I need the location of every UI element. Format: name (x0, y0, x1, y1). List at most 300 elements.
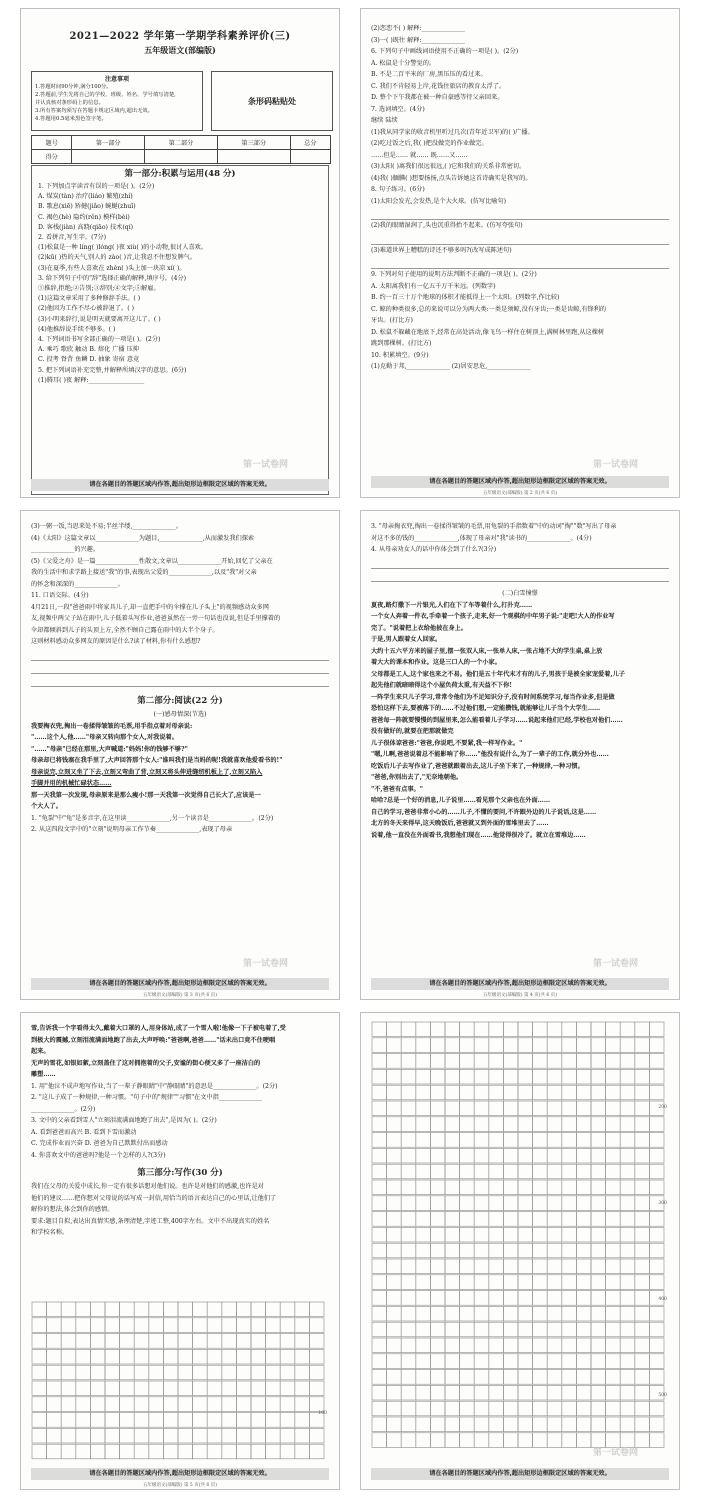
grid-cell (309, 1365, 324, 1380)
grid-cell (149, 1302, 164, 1317)
notice-line: 1.答题时间90分钟,满分100分。 (35, 84, 112, 90)
grid-cell (372, 1370, 387, 1385)
grid-cell (401, 1054, 416, 1069)
grid-cell (295, 1349, 310, 1364)
grid-cell (134, 1318, 149, 1333)
grid-cell (547, 1054, 562, 1069)
grid-cell (372, 1212, 387, 1227)
grid-cell (503, 1212, 518, 1227)
grid-cell (372, 1038, 387, 1053)
grid-cell (280, 1318, 295, 1333)
grid-cell (401, 1101, 416, 1116)
score-cell[interactable] (145, 150, 218, 164)
reading2-title: (二)白雪憧憬 (502, 589, 538, 597)
grid-cell (163, 1318, 178, 1333)
grid-cell (474, 1196, 489, 1211)
grid-cell (251, 1349, 266, 1364)
answer-line[interactable] (31, 648, 329, 661)
exam-page-5 (20, 1012, 340, 1490)
grid-cell (387, 1164, 402, 1179)
grid-cell (533, 1133, 548, 1148)
score-cell[interactable] (290, 150, 330, 164)
grid-cell (207, 1413, 222, 1428)
grid-cell (47, 1381, 62, 1396)
grid-cell (280, 1349, 295, 1364)
grid-cell (401, 1322, 416, 1337)
grid-cell (445, 1054, 460, 1069)
answer-line[interactable] (31, 674, 329, 687)
grid-cell (547, 1212, 562, 1227)
question-line: 8. 句子练习。(6分) (371, 186, 425, 193)
passage-line: 我要掏衣兜,掏出一卷揉得皱皱的毛票,用手指点着对母亲说: (31, 722, 193, 730)
page-footer: 请在各题目的答题区域内作答,超出矩形边框限定区域的答案无效。 (371, 476, 669, 488)
question-line: (2)kū( )热的天气,别人的 zào( )音,让我忍不住想发脾气。 (38, 254, 197, 262)
grid-cell (635, 1022, 650, 1037)
grid-cell (591, 1370, 606, 1385)
grid-cell (416, 1069, 431, 1084)
score-cell[interactable] (217, 150, 290, 164)
grid-cell (474, 1306, 489, 1321)
grid-cell (518, 1164, 533, 1179)
grid-cell (474, 1038, 489, 1053)
grid-cell (620, 1306, 635, 1321)
grid-cell (489, 1212, 504, 1227)
question-line: 1. 下列加点字读音有误的一项是( )。(2分) (38, 183, 155, 190)
grid-cell (547, 1164, 562, 1179)
grid-cell (280, 1397, 295, 1412)
grid-cell (387, 1417, 402, 1432)
grid-cell (266, 1428, 281, 1443)
grid-cell (387, 1275, 402, 1290)
question-line: (1)克勤于邦,______________ (2)居安思危,______________ (371, 363, 531, 370)
grid-cell (149, 1397, 164, 1412)
grid-cell (295, 1365, 310, 1380)
grid-cell (547, 1433, 562, 1448)
passage-line: 无声的雪花,如银如絮,立刻盖住了这对拥抱着的父子,安谧的街心便又多了一座洁白的 (31, 1059, 261, 1067)
grid-cell (547, 1401, 562, 1416)
grid-cell (120, 1428, 135, 1443)
grid-cell (430, 1022, 445, 1037)
answer-line[interactable] (371, 232, 669, 245)
grid-cell (489, 1069, 504, 1084)
question-line: 3. 给下列句子中的"辞"选择正确的解释,填序号。(4分) (38, 274, 187, 282)
grid-cell (266, 1334, 281, 1349)
grid-cell (635, 1338, 650, 1353)
grid-cell (518, 1133, 533, 1148)
answer-line[interactable] (371, 556, 669, 569)
grid-cell (606, 1148, 621, 1163)
grid-cell (620, 1338, 635, 1353)
grid-cell (576, 1038, 591, 1053)
grid-cell (533, 1370, 548, 1385)
writing-grid[interactable] (371, 1021, 669, 1453)
grid-cell (460, 1417, 475, 1432)
question-line: 11. 口语交际。(4分) (31, 592, 89, 599)
part3-title: 第三部分:写作(30 分) (137, 1168, 223, 1178)
grid-cell (251, 1413, 266, 1428)
grid-cell (649, 1022, 664, 1037)
passage-line: "……"母亲"已经在那里,大声喊道:"妈妈!你的钱够不够?" (31, 745, 188, 753)
passage-line: 夏夜,路灯撒下一片银光,人们在下了车等着什么,打扑克…… (371, 601, 533, 609)
question-line: 对这不多的钱的______________,体现了母亲对"我"读书的______________。(4分) (371, 534, 592, 542)
grid-cell (606, 1054, 621, 1069)
grid-cell (460, 1133, 475, 1148)
grid-cell (430, 1322, 445, 1337)
exam-page-6 (360, 1012, 680, 1490)
grid-cell (503, 1385, 518, 1400)
grid-cell (430, 1054, 445, 1069)
grid-cell (635, 1259, 650, 1274)
answer-line[interactable] (371, 256, 669, 269)
grid-cell (649, 1275, 664, 1290)
grid-cell (576, 1212, 591, 1227)
grid-cell (649, 1069, 664, 1084)
grid-cell (489, 1148, 504, 1163)
grid-cell (635, 1038, 650, 1053)
grid-cell (90, 1318, 105, 1333)
grid-cell (620, 1022, 635, 1037)
grid-cell (134, 1397, 149, 1412)
grid-cell (489, 1227, 504, 1242)
grid-cell (489, 1401, 504, 1416)
part2-title: 第二部分:阅读(22 分) (137, 695, 223, 706)
grid-cell (387, 1243, 402, 1258)
grid-cell (236, 1334, 251, 1349)
grid-cell (401, 1385, 416, 1400)
grid-cell (163, 1349, 178, 1364)
grid-cell (460, 1117, 475, 1132)
grid-cell (620, 1148, 635, 1163)
grid-cell (387, 1370, 402, 1385)
question-line: 9. 下列对句子使用的说明方法判断不正确的一项是( )。(2分) (371, 271, 537, 278)
grid-cell (32, 1334, 47, 1349)
score-row-label: 得分 (32, 150, 72, 164)
score-header: 第二部分 (145, 136, 218, 150)
grid-cell (503, 1164, 518, 1179)
grid-cell (430, 1385, 445, 1400)
grid-cell (562, 1385, 577, 1400)
grid-cell (562, 1227, 577, 1242)
grid-cell (606, 1291, 621, 1306)
grid-cell (576, 1354, 591, 1369)
grid-cell (547, 1306, 562, 1321)
grid-cell (620, 1180, 635, 1195)
grid-cell (562, 1370, 577, 1385)
grid-cell (620, 1275, 635, 1290)
grid-cell (76, 1444, 91, 1459)
grid-cell (518, 1101, 533, 1116)
grid-cell (387, 1401, 402, 1416)
grid-cell (606, 1259, 621, 1274)
grid-cell (178, 1428, 193, 1443)
grid-cell (547, 1291, 562, 1306)
grid-cell (105, 1302, 120, 1317)
grid-cell (635, 1401, 650, 1416)
grid-cell (562, 1338, 577, 1353)
grid-cell (533, 1196, 548, 1211)
prompt-line: 和学校名称。 (31, 1229, 69, 1236)
watermark: 第一试卷网 (243, 959, 289, 969)
grid-cell (533, 1148, 548, 1163)
grid-cell (620, 1164, 635, 1179)
grid-cell (562, 1433, 577, 1448)
page-number: 五年级语文(部编版) 第 2 页(共 6 页) (483, 491, 557, 496)
grid-cell (280, 1444, 295, 1459)
grid-cell (460, 1069, 475, 1084)
score-cell[interactable] (72, 150, 145, 164)
grid-cell (606, 1085, 621, 1100)
option-line: C. 褐色(hè) 隐约(rěn) 模样(bèi) (38, 213, 130, 221)
grid-cell (163, 1365, 178, 1380)
grid-cell (518, 1117, 533, 1132)
grid-cell (90, 1381, 105, 1396)
grid-cell (163, 1413, 178, 1428)
grid-cell (251, 1318, 266, 1333)
grid-cell (649, 1148, 664, 1163)
grid-cell (236, 1318, 251, 1333)
grid-cell (280, 1428, 295, 1443)
grid-cell (649, 1401, 664, 1416)
grid-cell (251, 1365, 266, 1380)
question-line: (4)我( )腼腆( )想要扬扬,点头告诉她这首诗确实是我写的。 (371, 174, 532, 182)
grid-cell (163, 1428, 178, 1443)
grid-cell (416, 1117, 431, 1132)
grid-cell (460, 1038, 475, 1053)
grid-cell (489, 1243, 504, 1258)
grid-cell (591, 1117, 606, 1132)
passage-line: 4月21日,一段"爸爸雨中将家具儿子,却一直把手中的伞撑在儿子头上"的视频感动众多网 (31, 603, 269, 611)
grid-cell (533, 1354, 548, 1369)
grid-cell (445, 1354, 460, 1369)
passage-line: 一阵学生来只儿子学习,常常令他们为不足知识分子,没有时间系统学习,每当作业多,但是做 (371, 693, 615, 701)
grid-cell (445, 1338, 460, 1353)
grid-cell (236, 1302, 251, 1317)
grid-cell (460, 1180, 475, 1195)
grid-cell (474, 1101, 489, 1116)
grid-cell (460, 1370, 475, 1385)
grid-cell (562, 1180, 577, 1195)
grid-cell (533, 1243, 548, 1258)
grid-cell (76, 1365, 91, 1380)
grid-cell (47, 1365, 62, 1380)
grid-cell (649, 1054, 664, 1069)
grid-cell (222, 1349, 237, 1364)
grid-cell (266, 1381, 281, 1396)
grid-cell (309, 1381, 324, 1396)
question-line: 2. 从这四段文字中的"立刻"说明母亲工作节奏______________,表现了母亲 (31, 826, 233, 833)
grid-cell (460, 1022, 475, 1037)
grid-cell (591, 1164, 606, 1179)
question-line: (3)一( )既往 解释:______________ (371, 36, 465, 44)
grid-cell (460, 1354, 475, 1369)
grid-cell (474, 1338, 489, 1353)
passage-line: 父母都是工人,这个家也来之不易。他们是五十年代末才有的儿子,男孩于是被全家宠爱着,儿子 (371, 670, 625, 678)
grid-cell (32, 1349, 47, 1364)
grid-cell (76, 1302, 91, 1317)
question-line: 7. 选词填空。(4分) (371, 105, 425, 113)
option-line: A. 松鼠是十分警觉的。 (371, 59, 436, 67)
passage-line: 北方的冬天来得早,这天晚饭后,爸爸就又到外面的雪堆里去了…… (371, 820, 549, 827)
grid-cell (547, 1038, 562, 1053)
grid-cell (576, 1433, 591, 1448)
grid-cell (295, 1428, 310, 1443)
grid-cell (251, 1444, 266, 1459)
grid-cell (430, 1085, 445, 1100)
grid-cell (576, 1401, 591, 1416)
grid-cell (635, 1117, 650, 1132)
grid-cell (222, 1365, 237, 1380)
grid-cell (401, 1227, 416, 1242)
grid-cell (606, 1196, 621, 1211)
question-line: (2)我的眼睛湿润了,头也沉重得抬不起来。(仿写夸张句) (371, 222, 523, 229)
grid-cell (576, 1259, 591, 1274)
grid-cell (562, 1259, 577, 1274)
grid-cell (591, 1022, 606, 1037)
grid-cell (76, 1349, 91, 1364)
grid-cell (533, 1069, 548, 1084)
option-line: D. 客栈(jiàn) 高跷(qiāo) 技术(qí) (38, 223, 134, 231)
grid-cell (120, 1302, 135, 1317)
grid-cell (401, 1180, 416, 1195)
grid-cell (445, 1022, 460, 1037)
grid-cell (533, 1227, 548, 1242)
grid-cell (295, 1302, 310, 1317)
grid-cell (489, 1022, 504, 1037)
grid-cell (474, 1385, 489, 1400)
grid-cell (591, 1338, 606, 1353)
grid-cell (445, 1117, 460, 1132)
grid-cell (251, 1302, 266, 1317)
grid-cell (372, 1148, 387, 1163)
grid-cell (222, 1302, 237, 1317)
grid-cell (562, 1038, 577, 1053)
grid-cell (430, 1148, 445, 1163)
grid-cell (533, 1101, 548, 1116)
grid-cell (576, 1085, 591, 1100)
grid-cell (163, 1302, 178, 1317)
grid-cell (280, 1365, 295, 1380)
grid-cell (105, 1334, 120, 1349)
grid-cell (416, 1148, 431, 1163)
grid-cell (591, 1069, 606, 1084)
grid-cell (372, 1338, 387, 1353)
writing-grid[interactable] (31, 1301, 329, 1461)
grid-cell (120, 1444, 135, 1459)
grid-cell (295, 1413, 310, 1428)
question-line: (4)《太阳》这篇文章以______________为题目,______________,从而激发我们探索 (31, 534, 255, 542)
grid-cell (387, 1212, 402, 1227)
grid-cell (518, 1038, 533, 1053)
grid-cell (401, 1069, 416, 1084)
answer-line[interactable] (371, 207, 669, 220)
grid-cell (518, 1275, 533, 1290)
grid-cell (387, 1338, 402, 1353)
grid-cell (401, 1164, 416, 1179)
grid-cell (635, 1069, 650, 1084)
notice-line: 并认真核对条形码上的信息。 (35, 100, 104, 106)
grid-cell (193, 1444, 208, 1459)
question-line: 这则材料感动众多网友的原因是什么?读了材料,你有什么感想? (31, 638, 201, 645)
grid-cell (620, 1038, 635, 1053)
passage-line: 自己的学习,爸爸非常小心的……儿子,不懂的要问,不许跟外边的儿子说话,这是…… (371, 808, 597, 816)
grid-cell (518, 1054, 533, 1069)
answer-line[interactable] (371, 569, 669, 582)
grid-cell (416, 1354, 431, 1369)
grid-cell (134, 1302, 149, 1317)
grid-cell (474, 1322, 489, 1337)
grid-cell (503, 1022, 518, 1037)
notice-line: 4.答题用0.5毫米黑色签字笔。 (35, 116, 107, 122)
passage-line: 母亲说完,立刻又坐了下去,立刻又弯曲了背,立刻又将头伸进缝纫机板上了,立刻又陷入 (31, 768, 263, 776)
passage-line: 恐怕这样下去,要被落下的……不过他们想,一定能攒钱,就能够让儿子当个大学生…… (371, 705, 601, 712)
grid-cell (606, 1164, 621, 1179)
grid-cell (266, 1444, 281, 1459)
grid-cell (562, 1243, 577, 1258)
option-line: 跳到那棵树。(打比方) (371, 340, 432, 347)
grid-cell (591, 1354, 606, 1369)
grid-cell (518, 1212, 533, 1227)
grid-cell (562, 1306, 577, 1321)
grid-cell (474, 1370, 489, 1385)
grid-cell (620, 1243, 635, 1258)
grid-cell (47, 1444, 62, 1459)
grid-cell (445, 1227, 460, 1242)
grid-cell (620, 1227, 635, 1242)
grid-cell (503, 1101, 518, 1116)
part1-box (31, 165, 329, 495)
grid-cell (105, 1349, 120, 1364)
grid-cell (460, 1227, 475, 1242)
grid-cell (207, 1302, 222, 1317)
grid-cell (372, 1196, 387, 1211)
grid-cell (207, 1444, 222, 1459)
answer-line[interactable] (31, 661, 329, 674)
grid-cell (401, 1243, 416, 1258)
grid-cell (266, 1397, 281, 1412)
passage-line: 友,视频中两父子站在雨中,儿子低着头写作业,爸爸虽然在一旁一句话也没说,但是手里撑着的 (31, 615, 281, 622)
grid-cell (489, 1085, 504, 1100)
grid-cell (547, 1101, 562, 1116)
grid-cell (76, 1413, 91, 1428)
question-line: (1)这篇文章采用了多种修辞手法。( ) (38, 295, 141, 303)
grid-cell (401, 1370, 416, 1385)
grid-cell (518, 1338, 533, 1353)
option-line: C. 完成作业而兴奋 D. 爸爸为自己默默付出而感动 (31, 1140, 168, 1147)
grid-cell (518, 1322, 533, 1337)
grid-cell (649, 1164, 664, 1179)
option-line: A. 煤炭(tàn) 治疗(liáo) 繁殖(zhí) (38, 193, 133, 201)
option-line: 牙齿。(打比方) (371, 317, 413, 324)
grid-cell (416, 1417, 431, 1432)
grid-cell (193, 1365, 208, 1380)
grid-cell (489, 1433, 504, 1448)
grid-cell (606, 1401, 621, 1416)
question-line: (3)小明来辞行,说是明天就要离开这儿了。( ) (38, 315, 161, 323)
option-line: C. 投考 脊背 鱼鳞 D. 抽象 寄宿 意竟 (38, 356, 140, 364)
grid-cell (460, 1322, 475, 1337)
passage-line: "不,爸爸有点事。" (371, 785, 423, 793)
grid-cell (576, 1243, 591, 1258)
grid-cell (445, 1148, 460, 1163)
grid-cell (533, 1180, 548, 1195)
grid-cell (474, 1133, 489, 1148)
grid-cell (401, 1117, 416, 1132)
grid-cell (387, 1148, 402, 1163)
grid-cell (562, 1275, 577, 1290)
grid-cell (635, 1275, 650, 1290)
grid-cell (401, 1433, 416, 1448)
grid-cell (503, 1354, 518, 1369)
